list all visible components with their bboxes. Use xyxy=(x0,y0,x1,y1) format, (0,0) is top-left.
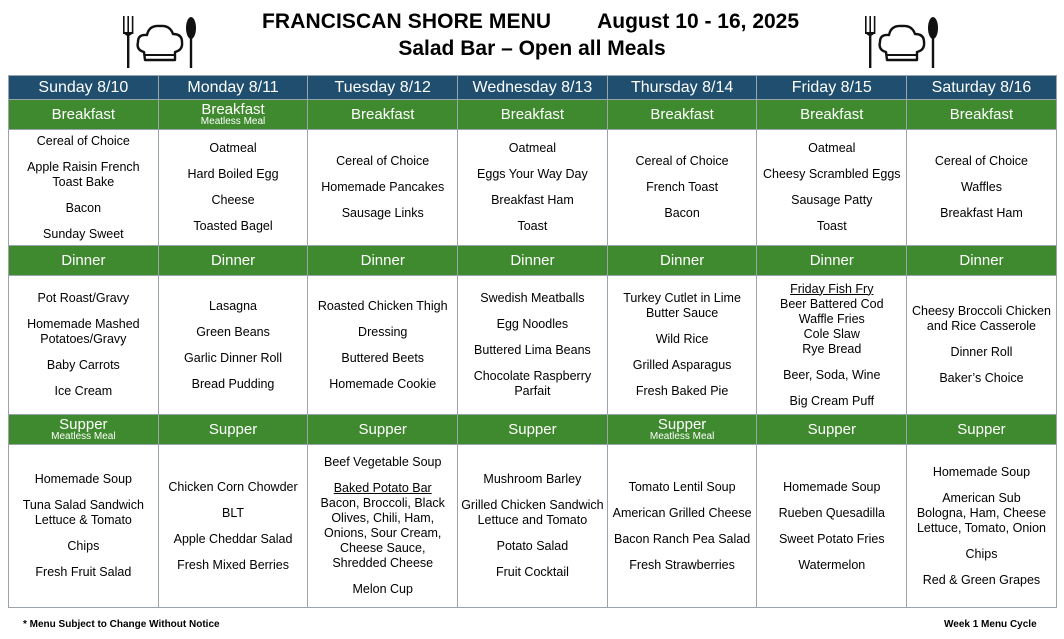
menu-item: Homemade Soup xyxy=(932,464,1031,479)
supper-cell xyxy=(607,445,757,608)
menu-item: French Toast xyxy=(646,180,719,194)
menu-item: Baby Carrots xyxy=(46,358,120,372)
breakfast-cell xyxy=(907,130,1057,246)
dinner-cell xyxy=(158,276,308,415)
supper-cell xyxy=(158,445,308,608)
breakfast-items-row xyxy=(9,130,1057,246)
menu-item: Cole Slaw xyxy=(803,326,860,341)
day-header: Friday 8/15 xyxy=(757,76,907,100)
menu-item: Sweet Potato Fries xyxy=(778,531,885,546)
supper-label: Supper xyxy=(757,415,907,445)
menu-item: Chocolate Raspberry Parfait xyxy=(473,369,592,398)
menu-item: Chips xyxy=(67,539,100,553)
supper-cell xyxy=(757,445,907,608)
dinner-label: Dinner xyxy=(607,246,757,276)
day-header: Wednesday 8/13 xyxy=(458,76,608,100)
supper-label: Supper Meatless Meal xyxy=(9,415,159,445)
menu-item: Hard Boiled Egg xyxy=(187,167,279,181)
supper-label: Supper xyxy=(458,415,608,445)
dinner-cell xyxy=(308,276,458,415)
menu-item: Beer, Soda, Wine xyxy=(783,367,881,382)
dinner-label: Dinner xyxy=(158,246,308,276)
breakfast-cell xyxy=(757,130,907,246)
menu-item: Friday Fish Fry xyxy=(790,281,874,296)
dinner-label: Dinner xyxy=(308,246,458,276)
supper-header-row xyxy=(9,415,1057,445)
dinner-label: Dinner xyxy=(458,246,608,276)
breakfast-cell xyxy=(308,130,458,246)
menu-item: Sunday Sweet xyxy=(43,226,124,241)
menu-item: Cereal of Choice xyxy=(635,154,729,168)
supper-cell xyxy=(9,445,159,608)
day-header: Tuesday 8/12 xyxy=(308,76,458,100)
menu-item: Tuna Salad Sandwich Lettuce & Tomato xyxy=(22,498,144,527)
menu-cycle-label: Week 1 Menu Cycle xyxy=(944,619,1037,630)
menu-item: Rueben Quesadilla xyxy=(778,505,885,520)
menu-item: Cereal of Choice xyxy=(336,154,430,168)
menu-item: Tomato Lentil Soup xyxy=(628,479,736,494)
menu-header xyxy=(0,0,1064,74)
supper-cell xyxy=(458,445,608,608)
menu-item: Toast xyxy=(816,219,847,233)
breakfast-label: Breakfast xyxy=(458,100,608,130)
menu-item: Rye Bread xyxy=(802,341,862,356)
menu-item: Oatmeal xyxy=(209,141,257,155)
breakfast-label: Breakfast Meatless Meal xyxy=(158,100,308,130)
dinner-cell xyxy=(458,276,608,415)
menu-item: Waffle Fries xyxy=(798,311,865,326)
menu-item: Fresh Baked Pie xyxy=(635,384,729,398)
menu-item: Bacon xyxy=(664,206,700,220)
menu-item: Potato Salad xyxy=(496,539,569,553)
menu-item: Turkey Cutlet in Lime Butter Sauce xyxy=(623,291,741,320)
menu-item: Red & Green Grapes xyxy=(922,572,1041,587)
menu-title: FRANCISCAN SHORE MENU xyxy=(262,10,552,33)
menu-item: Swedish Meatballs xyxy=(480,291,585,305)
menu-item: BLT xyxy=(222,505,245,520)
meatless-note: Meatless Meal xyxy=(51,431,116,442)
breakfast-header-row xyxy=(9,100,1057,130)
menu-item: Toast xyxy=(517,219,548,233)
day-header-row xyxy=(9,76,1057,100)
breakfast-label: Breakfast xyxy=(308,100,458,130)
day-header: Thursday 8/14 xyxy=(607,76,757,100)
menu-item: Baked Potato Bar xyxy=(333,481,432,495)
menu-item: Homemade Mashed Potatoes/Gravy xyxy=(27,317,140,346)
supper-label: Supper xyxy=(907,415,1057,445)
breakfast-cell xyxy=(9,130,159,246)
menu-item: Waffles xyxy=(960,180,1002,194)
menu-item: Dinner Roll xyxy=(950,345,1013,359)
menu-item: Apple Cheddar Salad xyxy=(173,531,293,546)
meatless-note: Meatless Meal xyxy=(200,116,266,127)
weekly-menu-table xyxy=(8,75,1057,608)
menu-item: Wild Rice xyxy=(655,332,709,346)
menu-item: Egg Noodles xyxy=(496,317,569,331)
breakfast-label: Breakfast xyxy=(9,100,159,130)
menu-item: Cereal of Choice xyxy=(36,133,130,148)
supper-label: Supper xyxy=(308,415,458,445)
menu-item: Pot Roast/Gravy xyxy=(37,291,130,305)
supper-cell xyxy=(308,445,458,608)
menu-item: Buttered Beets xyxy=(341,350,425,365)
day-header: Monday 8/11 xyxy=(158,76,308,100)
dinner-cell xyxy=(757,276,907,415)
breakfast-label: Breakfast xyxy=(757,100,907,130)
menu-item: Green Beans xyxy=(196,324,270,339)
menu-item: Bacon xyxy=(65,200,102,215)
menu-item: Cereal of Choice xyxy=(934,154,1029,168)
day-header: Saturday 8/16 xyxy=(907,76,1057,100)
menu-item: Toasted Bagel xyxy=(193,219,273,233)
dinner-items-row xyxy=(9,276,1057,415)
menu-item: Homemade Soup xyxy=(34,472,132,486)
dinner-label: Dinner xyxy=(907,246,1057,276)
menu-item: Chicken Corn Chowder xyxy=(168,479,298,494)
menu-item: American Sub xyxy=(942,490,1021,505)
supper-label: Supper xyxy=(158,415,308,445)
menu-item: Ice Cream xyxy=(54,384,113,398)
menu-item: Cheesy Broccoli Chicken and Rice Casserole xyxy=(911,304,1051,333)
breakfast-label: Breakfast xyxy=(607,100,757,130)
menu-item: Lasagna xyxy=(209,298,258,313)
menu-title-line xyxy=(262,10,822,34)
supper-label: Supper Meatless Meal xyxy=(607,415,757,445)
menu-item: American Grilled Cheese xyxy=(612,505,752,520)
menu-item: Fresh Mixed Berries xyxy=(177,557,289,572)
menu-item: Cheese xyxy=(211,193,255,207)
menu-item: Big Cream Puff xyxy=(789,393,875,408)
menu-item: Homemade Pancakes xyxy=(321,180,445,194)
dinner-header-row xyxy=(9,246,1057,276)
menu-item: Roasted Chicken Thigh xyxy=(317,298,448,313)
menu-item: Homemade Cookie xyxy=(329,376,437,391)
menu-dates: August 10 - 16, 2025 xyxy=(597,10,800,33)
breakfast-cell xyxy=(607,130,757,246)
menu-item: Bacon Ranch Pea Salad xyxy=(613,531,751,546)
menu-item: Apple Raisin French Toast Bake xyxy=(27,159,140,189)
change-notice: * Menu Subject to Change Without Notice xyxy=(23,619,220,630)
menu-item: Homemade Soup xyxy=(783,479,881,494)
menu-item: Sausage Patty xyxy=(791,193,873,207)
dinner-label: Dinner xyxy=(9,246,159,276)
menu-item: Cheesy Scrambled Eggs xyxy=(762,167,901,181)
menu-item: Sausage Links xyxy=(341,206,424,220)
breakfast-cell xyxy=(158,130,308,246)
menu-item: Chips xyxy=(965,546,998,561)
menu-item: Bacon, Broccoli, Black Olives, Chili, Ham, Onions, Sour Cream, Cheese Sauce, Shredded Cheese xyxy=(320,496,445,570)
menu-item: Grilled Asparagus xyxy=(632,358,732,372)
menu-item: Fresh Strawberries xyxy=(629,557,735,572)
menu-item: Breakfast Ham xyxy=(940,206,1023,220)
menu-item: Dressing xyxy=(358,324,408,339)
menu-item: Watermelon xyxy=(798,557,866,572)
menu-item: Oatmeal xyxy=(808,141,856,155)
supper-cell xyxy=(907,445,1057,608)
menu-item: Fresh Fruit Salad xyxy=(35,565,132,579)
menu-item: Mushroom Barley xyxy=(483,472,582,486)
menu-item: Oatmeal xyxy=(508,141,557,155)
menu-item: Beef Vegetable Soup xyxy=(323,455,442,469)
dinner-cell xyxy=(9,276,159,415)
breakfast-label: Breakfast xyxy=(907,100,1057,130)
dinner-label: Dinner xyxy=(757,246,907,276)
dinner-cell xyxy=(607,276,757,415)
fork-chef-hat-spoon-icon xyxy=(862,14,942,70)
menu-item: Melon Cup xyxy=(352,582,413,596)
menu-item: Bread Pudding xyxy=(191,376,275,391)
menu-item: Beer Battered Cod xyxy=(780,296,884,311)
menu-subtitle: Salad Bar – Open all Meals xyxy=(398,37,666,60)
supper-items-row xyxy=(9,445,1057,608)
menu-item: Eggs Your Way Day xyxy=(477,167,588,181)
dinner-cell xyxy=(907,276,1057,415)
menu-item: Baker’s Choice xyxy=(939,371,1024,385)
day-header: Sunday 8/10 xyxy=(9,76,159,100)
menu-item: Buttered Lima Beans xyxy=(474,343,591,357)
menu-item: Grilled Chicken Sandwich Lettuce and Tomato xyxy=(461,498,604,527)
menu-item: Fruit Cocktail xyxy=(495,565,569,579)
breakfast-cell xyxy=(458,130,608,246)
menu-item: Garlic Dinner Roll xyxy=(184,350,282,365)
menu-item: Bologna, Ham, Cheese Lettuce, Tomato, Onion xyxy=(916,505,1047,535)
menu-item: Breakfast Ham xyxy=(491,193,574,207)
meatless-note: Meatless Meal xyxy=(649,431,715,442)
